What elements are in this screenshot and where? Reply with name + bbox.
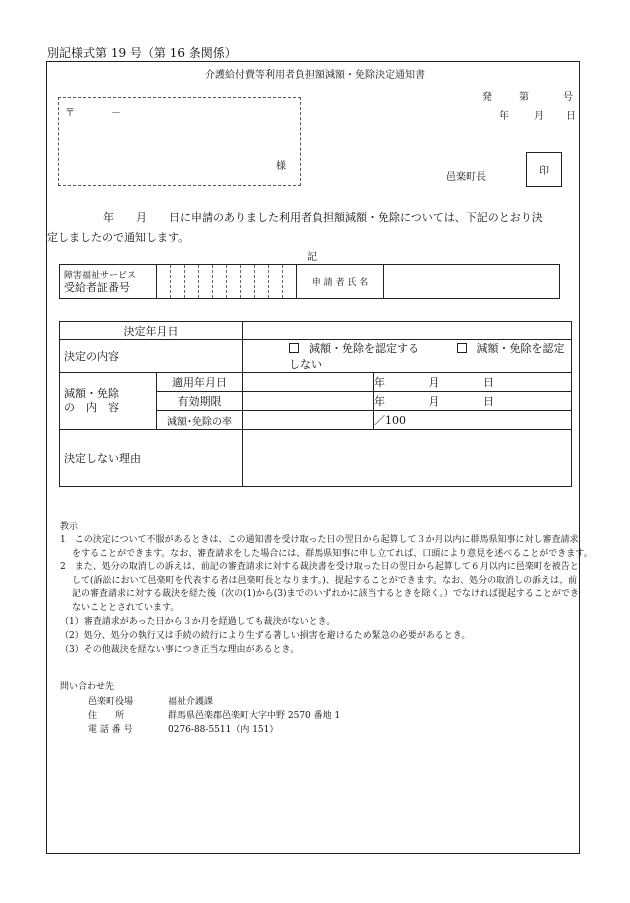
cert-digit[interactable] — [171, 265, 185, 299]
decision-table — [59, 321, 572, 487]
cert-digit[interactable] — [157, 265, 171, 299]
approve-option[interactable]: 減額・免除を認定する — [289, 342, 419, 355]
applicant-name-field[interactable] — [384, 265, 560, 299]
contact-phone-label: 電 話 番 号 — [88, 725, 133, 735]
contact-office-label: 邑楽町役場 — [88, 697, 134, 707]
body-text-1: 年 月 日に申請のありました利用者負担額減額・免除については、下記のとおり決 — [103, 211, 543, 224]
decision-content-label: 決定の内容 — [60, 340, 243, 373]
seal-box — [526, 152, 562, 187]
contact-address-label: 住 所 — [88, 711, 125, 721]
issue-hi: 日 — [566, 111, 576, 122]
reduction-content-label: 減額・免除 の 内 容 — [60, 373, 157, 430]
cert-digit[interactable] — [185, 265, 199, 299]
applicant-name-label: 申 請 者 氏 名 — [297, 265, 384, 299]
apply-date-value: 年 月 日 — [374, 373, 572, 392]
reason-field[interactable] — [243, 430, 572, 487]
contact-phone-value: 0276-88-5511（内 151） — [168, 725, 279, 735]
apply-date-field[interactable] — [243, 373, 374, 392]
cert-digit[interactable] — [255, 265, 269, 299]
cert-digit[interactable] — [241, 265, 255, 299]
decision-date-label: 決定年月日 — [60, 322, 243, 340]
cert-digit[interactable] — [283, 265, 297, 299]
rate-field[interactable] — [243, 411, 374, 430]
valid-period-label: 有効期限 — [157, 392, 243, 411]
decision-content-options — [243, 340, 572, 373]
rate-label: 減額･免除の率 — [157, 411, 243, 430]
reason-label: 決定しない理由 — [60, 430, 243, 487]
notes-heading: 教示 — [60, 522, 79, 532]
decision-date-field[interactable] — [243, 322, 572, 340]
approve-checkbox[interactable] — [289, 343, 299, 353]
valid-period-field[interactable] — [243, 392, 374, 411]
note-line: して(訴訟において邑楽町を代表する者は邑楽町長となります。)、提起することができます。なお、処分の取消しの訴えは、前 — [72, 576, 578, 586]
note-line: 2 また、処分の取消しの訴えは、前記の審査請求に対する裁決書を受け取った日の翌日から起算して６月以内に邑楽町を被告と — [60, 562, 579, 572]
postal-mark: 〒 — [65, 108, 75, 119]
note-line: 記の審査請求に対する裁決を経た後（次の(1)から(3)までのいずれかに該当するときを除く。）でなければ提起することができ — [72, 589, 579, 599]
recipient-suffix: 様 — [276, 161, 286, 172]
rate-value: ／100 — [374, 411, 572, 430]
body-line-2: 定しましたので通知します。 — [47, 231, 190, 244]
note-line: （3）その他裁決を経ない事につき正当な理由があるとき。 — [60, 645, 300, 655]
body-line-1 — [47, 209, 543, 225]
postal-dash: － — [111, 108, 121, 119]
seal-label: 印 — [539, 166, 549, 177]
issue-hatsu: 発 — [482, 92, 492, 103]
cert-digit[interactable] — [227, 265, 241, 299]
note-line: （1）審査請求があった日から３か月を経過しても裁決がないとき。 — [60, 617, 336, 627]
contact-heading: 問い合わせ先 — [60, 682, 115, 692]
issue-dai: 第 — [519, 92, 529, 103]
issue-nen: 年 — [499, 111, 509, 122]
contact-address-value: 群馬県邑楽郡邑楽町大字中野 2570 番地 1 — [168, 711, 341, 721]
issue-go: 号 — [563, 92, 573, 103]
note-line: 1 この決定について不服があるときは、この通知書を受け取った日の翌日から起算して３か月以内に群馬県知事に対し審査請求 — [60, 535, 579, 545]
valid-period-value: 年 月 日 — [374, 392, 572, 411]
deny-option[interactable]: 減額・免除を認定しない — [289, 342, 565, 371]
applicant-table — [59, 264, 560, 299]
cert-digit[interactable] — [199, 265, 213, 299]
cert-digit[interactable] — [269, 265, 283, 299]
form-reference: 別記様式第 19 号（第 16 条関係） — [47, 46, 237, 60]
note-line: をすることができます。なお、審査請求をした場合には、群馬県知事に申し立てれば、口頭により意見を述べることができます。 — [72, 549, 593, 559]
cert-digit[interactable] — [213, 265, 227, 299]
note-line: ないこととされています。 — [72, 603, 180, 613]
document-title: 介護給付費等利用者負担額減額・免除決定通知書 — [205, 70, 425, 81]
note-line: （2）処分、処分の執行又は手続の続行により生ずる著しい損害を避けるため緊急の必要があるとき。 — [60, 631, 471, 641]
apply-date-label: 適用年月日 — [157, 373, 243, 392]
contact-office-value: 福祉介護課 — [168, 697, 214, 707]
issue-tsuki: 月 — [534, 111, 544, 122]
issuer-title: 邑楽町長 — [446, 172, 486, 183]
address-box — [58, 97, 301, 186]
cert-number-label: 障害福祉サービス 受給者証番号 — [60, 265, 157, 299]
ki-heading: 記 — [307, 252, 317, 263]
deny-checkbox[interactable] — [457, 343, 467, 353]
